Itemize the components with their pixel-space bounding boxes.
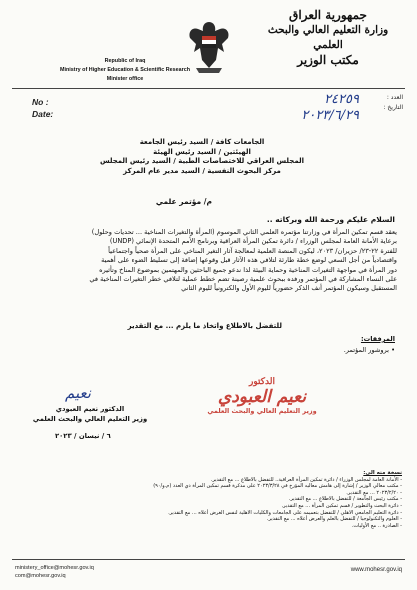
- body-line: المستقبل وسيكون المؤتمر أنف الذكر حضورياً لليوم الأول والكترونياً لليوم الثاني: [181, 284, 397, 293]
- attachments-heading: المرفقات:: [360, 335, 395, 343]
- body-line: يعقد قسم تمكين المرأة في وزارتنا مؤتمره العلمي الثاني الموسوم (المرأة والتغيرات المناخية ... تحديات وحلول): [91, 228, 397, 236]
- addressee-line: الهيئتين / السيد رئيس الهيئة: [153, 147, 251, 156]
- cc-line: - دائرة التعليم الجامعي الاهلي / للتفضل بتعميمه على الجامعات والكليات الاهلية لنفس الغرض أعلاه ... مع التقدير.: [168, 509, 402, 516]
- cc-line: - الأمانة العامة لمجلس الوزراء / دائرة تمكين المرأة العراقية.. للتفضل بالاطلاع ... مع التقدير.: [210, 476, 402, 483]
- subject-line: م/ مؤتمر علمي: [155, 197, 212, 206]
- cc-line: - ٢٠٢٣/٢/٢٠ ... مع التقدير.: [346, 489, 402, 496]
- addressee-line: مركز البحوث النفسية / السيد مدير عام المركز: [123, 166, 281, 175]
- cc-heading: نسخة منه الى:: [363, 470, 402, 476]
- stamp-role: وزير التعليم العالي والبحث العلمي: [207, 407, 317, 415]
- footer-email-2[interactable]: com@mohesr.gov.iq: [15, 572, 66, 579]
- addressee-line: المجلس العراقي للاختصاصات الطبية / السيد رئيس المجلس: [99, 157, 305, 165]
- header-ar-line-1: جمهورية العراق: [289, 8, 367, 22]
- cc-line: - مكتب معالي الوزير / إشارة إلى هامش معاليه المؤرخ في ٢٠٢٣/٣/٢٨ على مذكرة قسم تمكين المرأة ذي العدد (م.و/٩٠): [153, 483, 402, 490]
- iraq-emblem-icon: [186, 18, 232, 76]
- header-arabic: [253, 8, 403, 68]
- header-en-line-2: Ministry of Higher Education & Scientific Research: [60, 67, 191, 73]
- letter-body: [17, 228, 397, 294]
- date-handwritten: ٢٠٢٣/٦/٢٩: [301, 108, 359, 123]
- minister-stamp: [197, 377, 327, 415]
- signature-scribble: نعيم: [65, 384, 91, 402]
- stamp-name: نعيم العبودي: [217, 387, 307, 407]
- header-en-line-3: Minister office: [106, 76, 144, 82]
- addressee-line: الجامعات كافة / السيد رئيس الجامعة: [139, 138, 265, 146]
- cc-line: - مكتب رئيس الجامعة / للتفضل بالاطلاع ... مع التقدير.: [288, 496, 402, 503]
- number-label-ar: العدد :: [386, 94, 403, 101]
- date-label-ar: التاريخ :: [383, 104, 403, 111]
- cc-line: - الصادرة .. مع الأوليات.: [351, 522, 402, 529]
- header-ar-line-2: وزارة التعليم العالي والبحث العلمي: [267, 24, 389, 51]
- greeting: السلام عليكم ورحمة الله وبركاته ..: [266, 215, 395, 224]
- signature-block: [30, 404, 150, 424]
- number-handwritten: ٢٤٢٥٩: [324, 92, 359, 107]
- footer-separator: [12, 559, 405, 560]
- addressees: [82, 138, 322, 176]
- stamp-title: الدكتور: [249, 377, 275, 387]
- number-label: No :: [32, 97, 49, 107]
- footer-website[interactable]: www.mohesr.gov.iq: [350, 567, 402, 573]
- attachment-item: • بروشور المؤتمر.: [343, 346, 395, 354]
- body-line: واقتصادياً من أجل السعي لوضع خطة طارئة لتلافي هذه الآثار قبل وقوعها إضافة إلى تسليط الضوء على أهمية: [101, 256, 397, 265]
- signatory-name: الدكتور نعيم العبودي: [55, 405, 125, 413]
- date-label: Date:: [32, 109, 54, 119]
- footer-email-1[interactable]: ministery_office@mohesr.gov.iq: [15, 565, 94, 571]
- body-line: دور المرأة في مواجهة التغيرات المناخية وحماية البيئة لذا ندعو جميع الباحثين والمهتمين بموضوع المناخ وتأثيره: [99, 265, 397, 274]
- cc-line: - دائرة البحث والتطوير / قسم تمكين المرأة ... مع التقدير.: [281, 502, 402, 509]
- cc-line: - العلوم والتكنولوجيا / للتفضل بالعلم والعرض أعلاه ... مع التقدير.: [266, 516, 402, 523]
- header-separator: [12, 88, 405, 89]
- header-english: [60, 57, 190, 84]
- body-line: على النساء المشاركة في المؤتمر ورفده ببحوث علمية رصينة تضم خطط عملية لتلافي خطر التغيرات المناخية في: [89, 275, 397, 284]
- signatory-role: وزير التعليم العالي والبحث العلمي: [32, 415, 148, 423]
- header-en-line-1: Republic of Iraq: [104, 58, 146, 64]
- body-line: للفترة ٢٢-٢٣/ حزيران/ ٢٠٢٣، ليكون المنصة العلمية لمعالجة آثار التغير المناخي على المرأة صحياً واجتماعياً: [108, 246, 397, 255]
- header-ar-line-3: مكتب الوزير: [297, 53, 359, 67]
- body-line: برعاية الأمانة العامة لمجلس الوزراء / دائرة تمكين المرأة العراقية وبرنامج الأمم المتحدة الإنمائي (UNDP): [109, 237, 397, 246]
- cc-list: [17, 470, 402, 529]
- footer-contacts: [15, 565, 94, 580]
- signature-date: ٦ / نيسان / ٢٠٢٣: [55, 432, 111, 440]
- closing-line: للتفضل بالاطلاع واتخاذ ما يلزم ... مع التقدير: [127, 322, 282, 330]
